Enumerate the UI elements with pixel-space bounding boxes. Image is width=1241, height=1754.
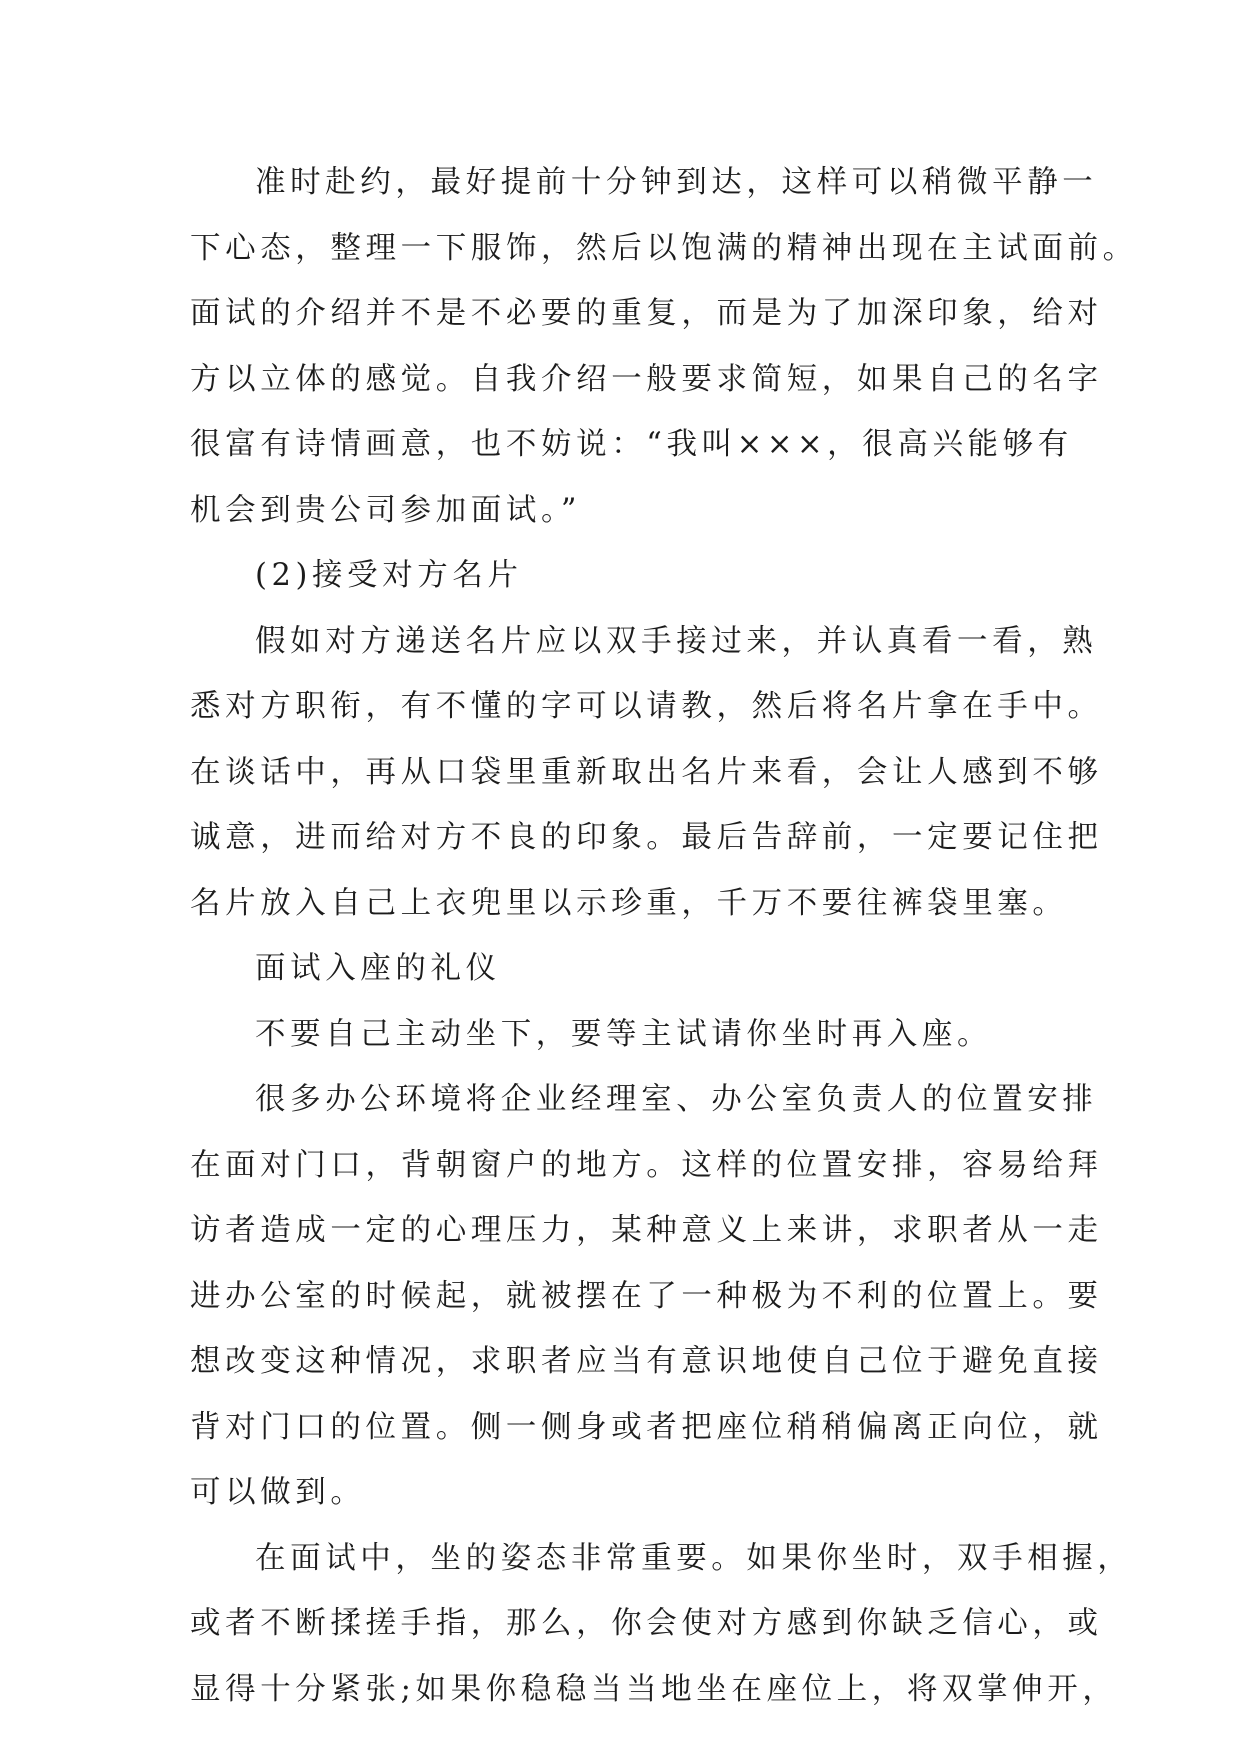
text-line: 或者不断揉搓手指，那么，你会使对方感到你缺乏信心，或 <box>190 1606 1103 1641</box>
text-line: 方以立体的感觉。自我介绍一般要求简短，如果自己的名字 <box>190 361 1103 397</box>
text-line: 访者造成一定的心理压力，某种意义上来讲，求职者从一走 <box>190 1213 1103 1248</box>
text-line: 显得十分紧张;如果你稳稳当当地坐在座位上，将双掌伸开， <box>190 1671 1118 1707</box>
text-line: 面试的介绍并不是不必要的重复，而是为了加深印象，给对 <box>190 296 1103 331</box>
text-line: 可以做到。 <box>190 1475 366 1510</box>
text-line: 在面对门口，背朝窗户的地方。这样的位置安排，容易给拜 <box>190 1147 1103 1183</box>
text-line: 进办公室的时候起，就被摆在了一种极为不利的位置上。要 <box>190 1278 1103 1314</box>
text-line: 在面试中，坐的姿态非常重要。如果你坐时，双手相握， <box>255 1540 1133 1576</box>
text-line: 想改变这种情况，求职者应当有意识地使自己位于避免直接 <box>190 1344 1103 1379</box>
section-heading: 面试入座的礼仪 <box>255 951 501 986</box>
text-line: 很多办公环境将企业经理室、办公室负责人的位置安排 <box>255 1082 1098 1117</box>
text-line: 下心态，整理一下服饰，然后以饱满的精神出现在主试面前。 <box>190 230 1138 266</box>
text-line: 悉对方职衔，有不懂的字可以请教，然后将名片拿在手中。 <box>190 689 1103 724</box>
text-line: 假如对方递送名片应以双手接过来，并认真看一看，熟 <box>255 623 1098 659</box>
document-body <box>190 150 1138 1722</box>
text-line: 背对门口的位置。侧一侧身或者把座位稍稍偏离正向位，就 <box>190 1409 1103 1445</box>
text-line: 在谈话中，再从口袋里重新取出名片来看，会让人感到不够 <box>190 754 1103 790</box>
text-line: 不要自己主动坐下，要等主试请你坐时再入座。 <box>255 1016 993 1052</box>
text-line: 机会到贵公司参加面试。” <box>190 492 582 528</box>
text-line: 准时赴约，最好提前十分钟到达，这样可以稍微平静一 <box>255 165 1098 200</box>
text-line: 诚意，进而给对方不良的印象。最后告辞前，一定要记住把 <box>190 820 1103 855</box>
text-line: 名片放入自己上衣兜里以示珍重，千万不要往裤袋里塞。 <box>190 885 1068 921</box>
section-heading: (2)接受对方名片 <box>255 558 523 593</box>
text-line: 很富有诗情画意，也不妨说：“我叫×××，很高兴能够有 <box>190 427 1073 462</box>
